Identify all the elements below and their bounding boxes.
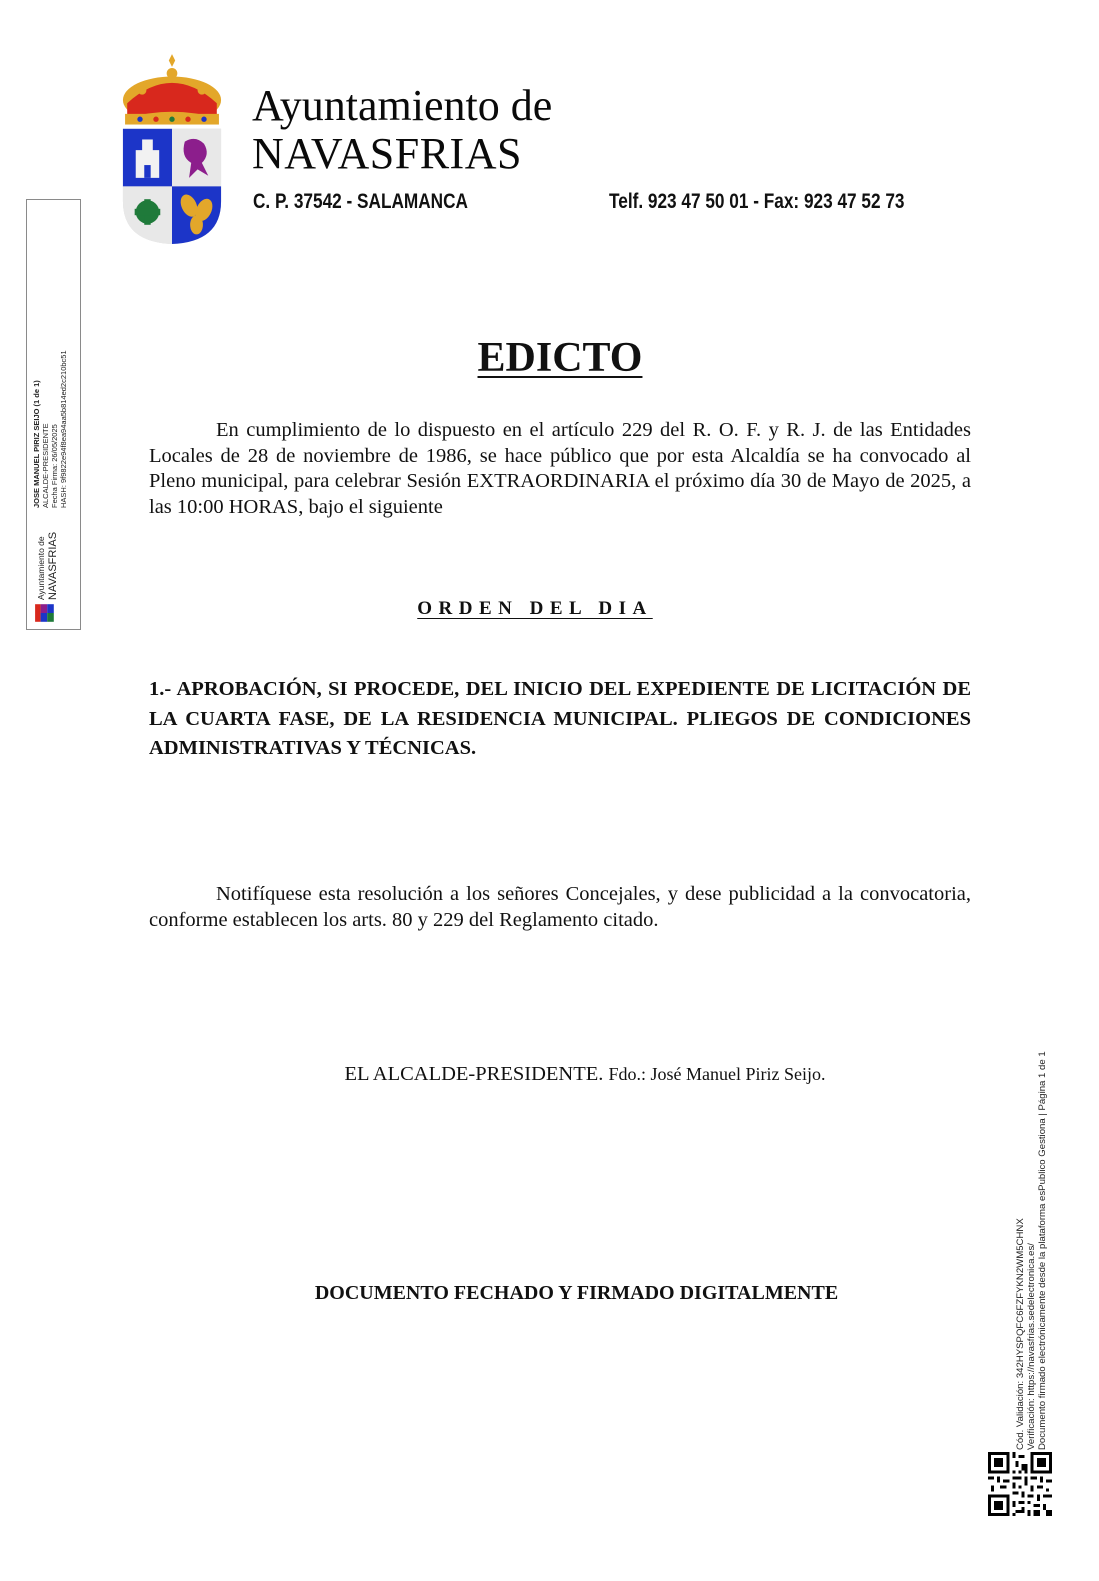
stamp-org-small: Ayuntamiento de bbox=[36, 536, 46, 600]
signoff-role: EL ALCALDE-PRESIDENTE. bbox=[344, 1063, 604, 1085]
document-title: EDICTO bbox=[477, 335, 643, 381]
stamp-hash: HASH: 9f9822e94f8ea94aa5b814ed2c210bc51 bbox=[59, 350, 68, 508]
agenda-heading: ORDEN DEL DIA bbox=[417, 598, 653, 619]
stamp-role: ALCALDE-PRESIDENTE bbox=[41, 423, 50, 508]
stamp-signer: JOSE MANUEL PIRIZ SEIJO (1 de 1) bbox=[32, 380, 41, 508]
validation-code: Cód. Validación: 342HYSPQFC6FZFYKN2WM5CHNX bbox=[1015, 1218, 1026, 1450]
notification-paragraph: Notifíquese esta resolución a los señores Concejales, y dese publicidad a la convocatoria, conforme establecen los arts. 80 y 229 del Reglamento citado. bbox=[149, 883, 971, 931]
verification-strip bbox=[1015, 970, 1051, 1450]
org-name-line1: Ayuntamiento de bbox=[252, 81, 553, 130]
phone-fax: Telf. 923 47 50 01 - Fax: 923 47 52 73 bbox=[609, 190, 905, 213]
digital-signature-note: DOCUMENTO FECHADO Y FIRMADO DIGITALMENTE bbox=[314, 1282, 839, 1304]
signature-stamp bbox=[28, 204, 78, 624]
intro-paragraph: En cumplimiento de lo dispuesto en el artículo 229 del R. O. F. y R. J. de las Entidades Locales de 28 de noviembre de 1986, se hace público que por esta Alcaldía se ha convocado al Pleno municipal, para celebrar Sesión EXTRAORDINARIA el próximo día 30 de Mayo de 2025, a las 10:00 HORAS, bajo el siguiente bbox=[149, 419, 971, 518]
signoff bbox=[0, 1063, 1099, 1086]
stamp-date: Fecha Firma: 26/05/2025 bbox=[50, 424, 59, 508]
signoff-name: Fdo.: José Manuel Piriz Seijo. bbox=[608, 1064, 826, 1084]
platform-note: Documento firmado electrónicamente desde la plataforma esPublico Gestiona | Página 1 de 1 bbox=[1037, 1051, 1048, 1450]
qr-code-icon[interactable] bbox=[988, 1452, 1052, 1516]
verification-url[interactable]: Verificación: https://navasfrias.sedelectronica.es/ bbox=[1026, 1243, 1037, 1450]
org-name-line2: NAVASFRIAS bbox=[252, 129, 522, 178]
stamp-org-name: NAVASFRIAS bbox=[47, 531, 59, 600]
postal-address: C. P. 37542 - SALAMANCA bbox=[253, 190, 468, 213]
agenda-item-1: 1.- APROBACIÓN, SI PROCEDE, DEL INICIO DEL EXPEDIENTE DE LICITACIÓN DE LA CUARTA FASE, DE LA RESIDENCIA MUNICIPAL. PLIEGOS DE CONDICIONES ADMINISTRATIVAS Y TÉCNICAS. bbox=[149, 678, 971, 759]
navasfrias-crest-logo bbox=[118, 52, 226, 244]
